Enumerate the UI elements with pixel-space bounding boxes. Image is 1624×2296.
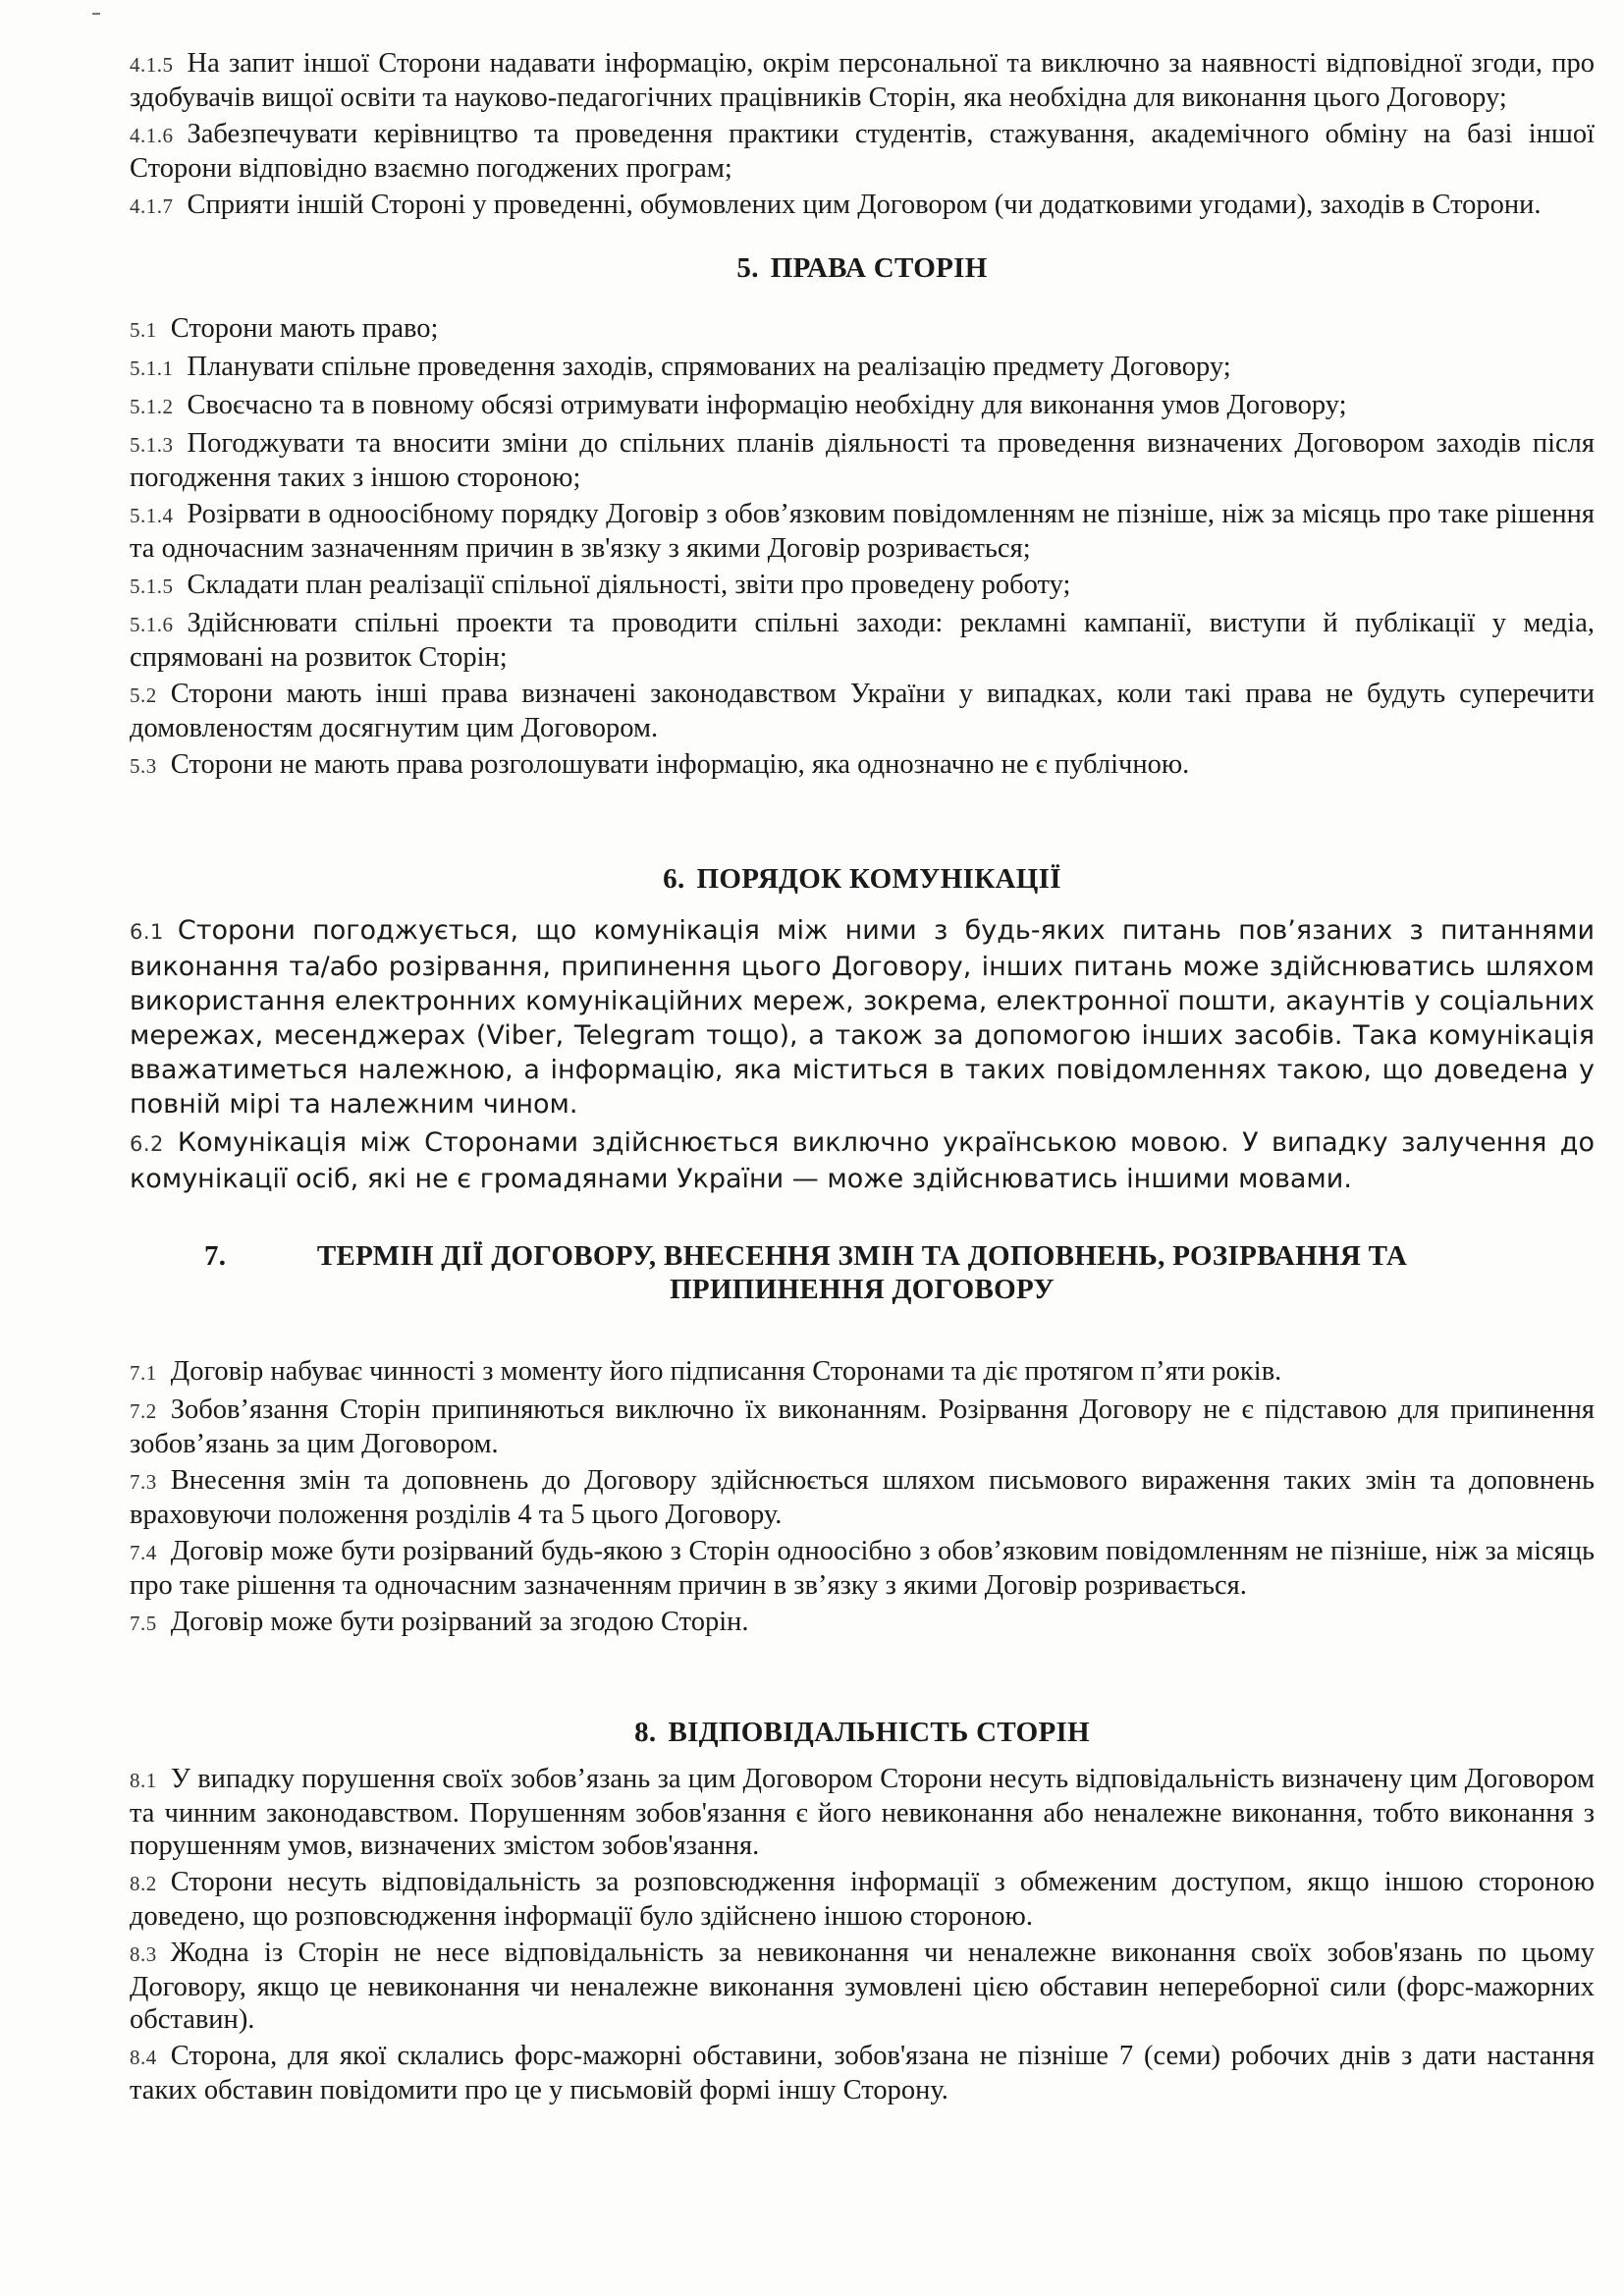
clause-5-3: 5.3 Сторони не мають права розголошувати інформацію, яка однозначно не є публічною. xyxy=(130,749,1190,780)
clause-5-1-1: 5.1.1 Планувати спільне проведення заходів, спрямованих на реалізацію предмету Договору; xyxy=(130,352,1231,382)
section-4-tail xyxy=(130,47,1595,223)
clause-4-1-7: 4.1.7 Сприяти іншій Стороні у проведенні, обумовлених цим Договором (чи додатковими угодами), заходів в Сторони. xyxy=(130,190,1542,220)
section-5-heading: 5. ПРАВА СТОРІН xyxy=(736,252,988,284)
clause-5-1-6: 5.1.6 Здійснювати спільні проекти та проводити спільні заходи: рекламні кампанії, виступи й публікації у медіа, спрямовані на розвиток Сторін; xyxy=(130,608,1595,673)
clause-8-3: 8.3 Жодна із Сторін не несе відповідальність за невиконання чи неналежне виконання своїх зобов'язань по цьому Договору, якщо це невиконання чи неналежне виконання зумовлені цією обставин непереборної сили (форс-мажорних обставин). xyxy=(130,1938,1595,2035)
clause-4-1-5: 4.1.5 На запит іншої Сторони надавати інформацію, окрім персональної та виключно за наявності відповідної згоди, про здобувачів вищої освіти та науково-педагогічних працівників Сторін, яка необхідна для виконання цього Договору; xyxy=(130,48,1595,113)
section-8-body xyxy=(130,1763,1595,2106)
clause-8-4: 8.4 Сторона, для якої склались форс-мажорні обставини, зобов'язана не пізніше 7 (семи) робочих днів з дати настання таких обставин повідомити про це у письмовій формі іншу Сторону. xyxy=(130,2041,1595,2105)
clause-5-1-5: 5.1.5 Складати план реалізації спільної діяльності, звіти про проведену роботу; xyxy=(130,570,1071,600)
clause-8-1: 8.1 У випадку порушення своїх зобов’язань за цим Договором Сторони несуть відповідальність визначену цим Договором та чинним законодавством. Порушенням зобов'язання є його невиконання або неналежне виконання, тобто виконання з порушенням умов, визначених змістом зобов'язання. xyxy=(130,1764,1595,1861)
clause-5-1: 5.1 Сторони мають право; xyxy=(130,313,439,344)
clause-7-5: 7.5 Договір може бути розірваний за згодою Сторін. xyxy=(130,1607,749,1637)
clause-6-2: 6.2 Комунікація між Сторонами здійснюється виключно українською мовою. У випадку залучення до комунікації осіб, які не є громадянами України — може здійснюватись іншими мовами. xyxy=(130,1127,1595,1194)
clause-5-2: 5.2 Сторони мають інші права визначені законодавством України у випадках, коли такі права не будуть суперечити домовленостям досягнутим цим Договором. xyxy=(130,679,1595,743)
clause-5-1-3: 5.1.3 Погоджувати та вносити зміни до спільних планів діяльності та проведення визначених Договором заходів після погодження таких з іншою стороною; xyxy=(130,428,1595,493)
section-7-heading xyxy=(130,1239,1595,1306)
clause-7-1: 7.1 Договір набуває чинності з моменту його підписання Сторонами та діє протягом п’яти років. xyxy=(130,1356,1282,1387)
clause-7-4: 7.4 Договір може бути розірваний будь-якою з Сторін одноосібно з обов’язковим повідомленням не пізніше, ніж за місяць про таке рішення та одночасним зазначенням причин в зв’язку з якими Договір розривається. xyxy=(130,1536,1595,1601)
clause-5-1-4: 5.1.4 Розірвати в одноосібному порядку Договір з обов’язковим повідомленням не пізніше, ніж за місяць про таке рішення та одночасним зазначенням причин в зв'язку з якими Договір розривається; xyxy=(130,499,1595,564)
clause-6-1: 6.1 Сторони погоджується, що комунікація між ними з будь-яких питань пов’язаних з питаннями виконання та/або розірвання, припинення цього Договору, інших питань може здійснюватись шляхом використання електронних комунікаційних мереж, зокрема, електронної пошти, акаунтів у соціальних мережах, месенджерах (Viber, Telegram тощо), а також за допомогою інших засобів. Така комунікація вважатиметься належною, а інформацію, яка міститься в таких повідомленнях такою, що доведена у повній мірі та належним чином. xyxy=(130,915,1595,1120)
clause-4-1-6: 4.1.6 Забезпечувати керівництво та проведення практики студентів, стажування, академічного обміну на базі іншої Сторони відповідно взаємно погоджених програм; xyxy=(130,119,1595,184)
clause-5-1-2: 5.1.2 Своєчасно та в повному обсязі отримувати інформацію необхідну для виконання умов Договору; xyxy=(130,390,1347,420)
document-content xyxy=(130,47,1595,2110)
section-7-number: 7. xyxy=(204,1240,227,1272)
section-6-body xyxy=(130,913,1595,1196)
clause-7-2: 7.2 Зобов’язання Сторін припиняються виключно їх виконанням. Розірвання Договору не є підставою для припинення зобов’язань за цим Договором. xyxy=(130,1394,1595,1459)
clause-8-2: 8.2 Сторони несуть відповідальність за розповсюдження інформації з обмеженим доступом, якщо іншою стороною доведено, що розповсюдження інформації було здійснено іншою стороною. xyxy=(130,1867,1595,1932)
scan-artifact xyxy=(92,13,100,15)
section-7-title-line-2: ПРИПИНЕННЯ ДОГОВОРУ xyxy=(670,1274,1055,1305)
section-8-heading: 8. ВІДПОВІДАЛЬНІСТЬ СТОРІН xyxy=(634,1717,1090,1748)
section-6-heading: 6. ПОРЯДОК КОМУНІКАЦІЇ xyxy=(663,863,1061,895)
clause-7-3: 7.3 Внесення змін та доповнень до Договору здійснюється шляхом письмового вираження таких змін та доповнень враховуючи положення розділів 4 та 5 цього Договору. xyxy=(130,1465,1595,1530)
section-5-body xyxy=(130,312,1595,783)
section-7-body xyxy=(130,1355,1595,1640)
section-7-title-line-1: ТЕРМІН ДІЇ ДОГОВОРУ, ВНЕСЕННЯ ЗМІН ТА ДОПОВНЕНЬ, РОЗІРВАННЯ ТА xyxy=(316,1240,1408,1272)
